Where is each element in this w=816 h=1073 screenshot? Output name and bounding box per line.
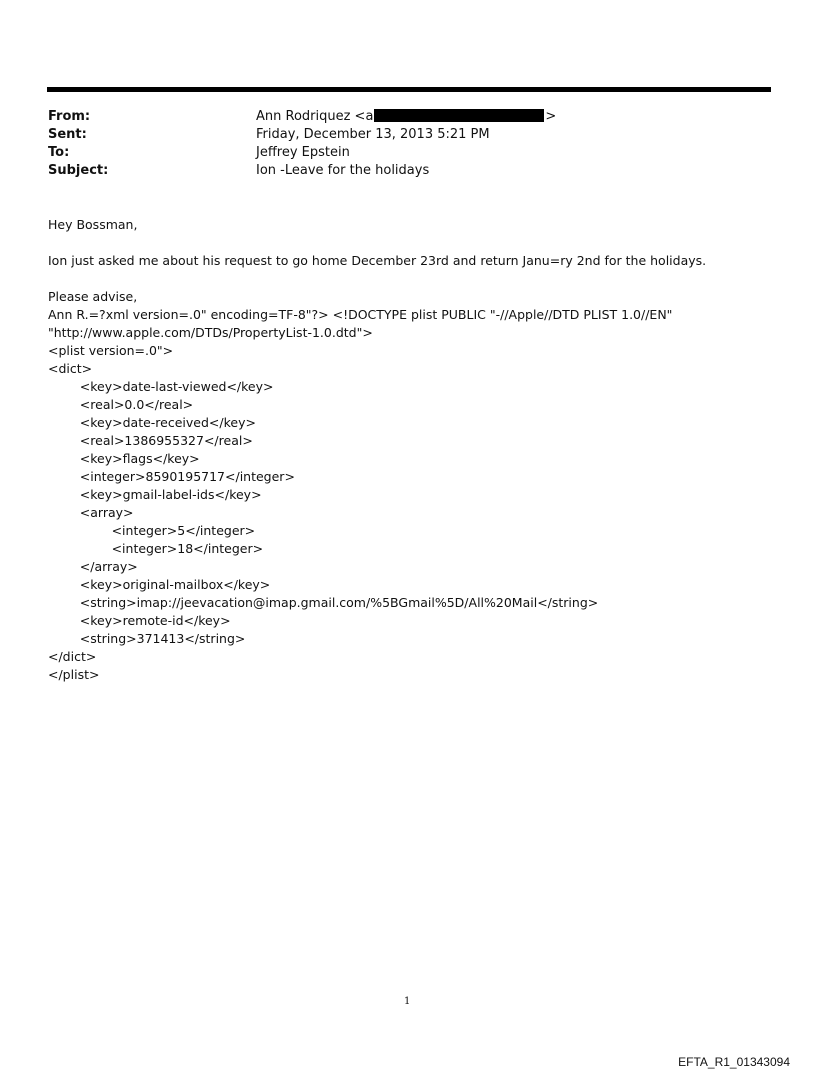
sent-label: Sent: (48, 127, 87, 142)
body-line: </array> (48, 559, 138, 574)
from-value-suffix: > (545, 109, 557, 124)
redaction-box (374, 109, 544, 122)
header-rule (47, 87, 771, 92)
body-line: <key>date-received</key> (48, 415, 256, 430)
body-line: "http://www.apple.com/DTDs/PropertyList-1.0.dtd"> (48, 325, 373, 340)
document-id: EFTA_R1_01343094 (678, 1055, 790, 1069)
body-line: <array> (48, 505, 134, 520)
body-line: </plist> (48, 667, 100, 682)
body-line: <real>1386955327</real> (48, 433, 253, 448)
page-number: 1 (404, 996, 411, 1007)
to-label: To: (48, 145, 70, 160)
body-line: <integer>8590195717</integer> (48, 469, 295, 484)
body-line: Ann R.=?xml version=.0" encoding=TF-8"?> <!DOCTYPE plist PUBLIC "-//Apple//DTD PLIST 1.0//EN" (48, 307, 673, 322)
body-line: </dict> (48, 649, 97, 664)
body-line: Please advise, (48, 289, 138, 304)
body-line: <key>date-last-viewed</key> (48, 379, 274, 394)
to-value: Jeffrey Epstein (256, 145, 350, 160)
message-paragraph: Ion just asked me about his request to go home December 23rd and return Janu=ry 2nd for the holidays. (48, 253, 707, 268)
greeting: Hey Bossman, (48, 217, 138, 232)
body-line: <string>imap://jeevacation@imap.gmail.com/%5BGmail%5D/All%20Mail</string> (48, 595, 599, 610)
body-line: <key>remote-id</key> (48, 613, 231, 628)
body-line: <string>371413</string> (48, 631, 246, 646)
body-line: <integer>5</integer> (48, 523, 256, 538)
body-line: <key>original-mailbox</key> (48, 577, 271, 592)
from-label: From: (48, 109, 91, 124)
body-line: <plist version=.0"> (48, 343, 174, 358)
body-line: <key>flags</key> (48, 451, 200, 466)
from-value (256, 108, 556, 126)
subject-label: Subject: (48, 163, 109, 178)
body-line: <integer>18</integer> (48, 541, 264, 556)
sent-value: Friday, December 13, 2013 5:21 PM (256, 127, 490, 142)
body-line: <real>0.0</real> (48, 397, 194, 412)
body-line: <dict> (48, 361, 93, 376)
body-line: <key>gmail-label-ids</key> (48, 487, 262, 502)
subject-value: Ion -Leave for the holidays (256, 163, 430, 178)
from-value-prefix: Ann Rodriquez <a (256, 109, 374, 124)
